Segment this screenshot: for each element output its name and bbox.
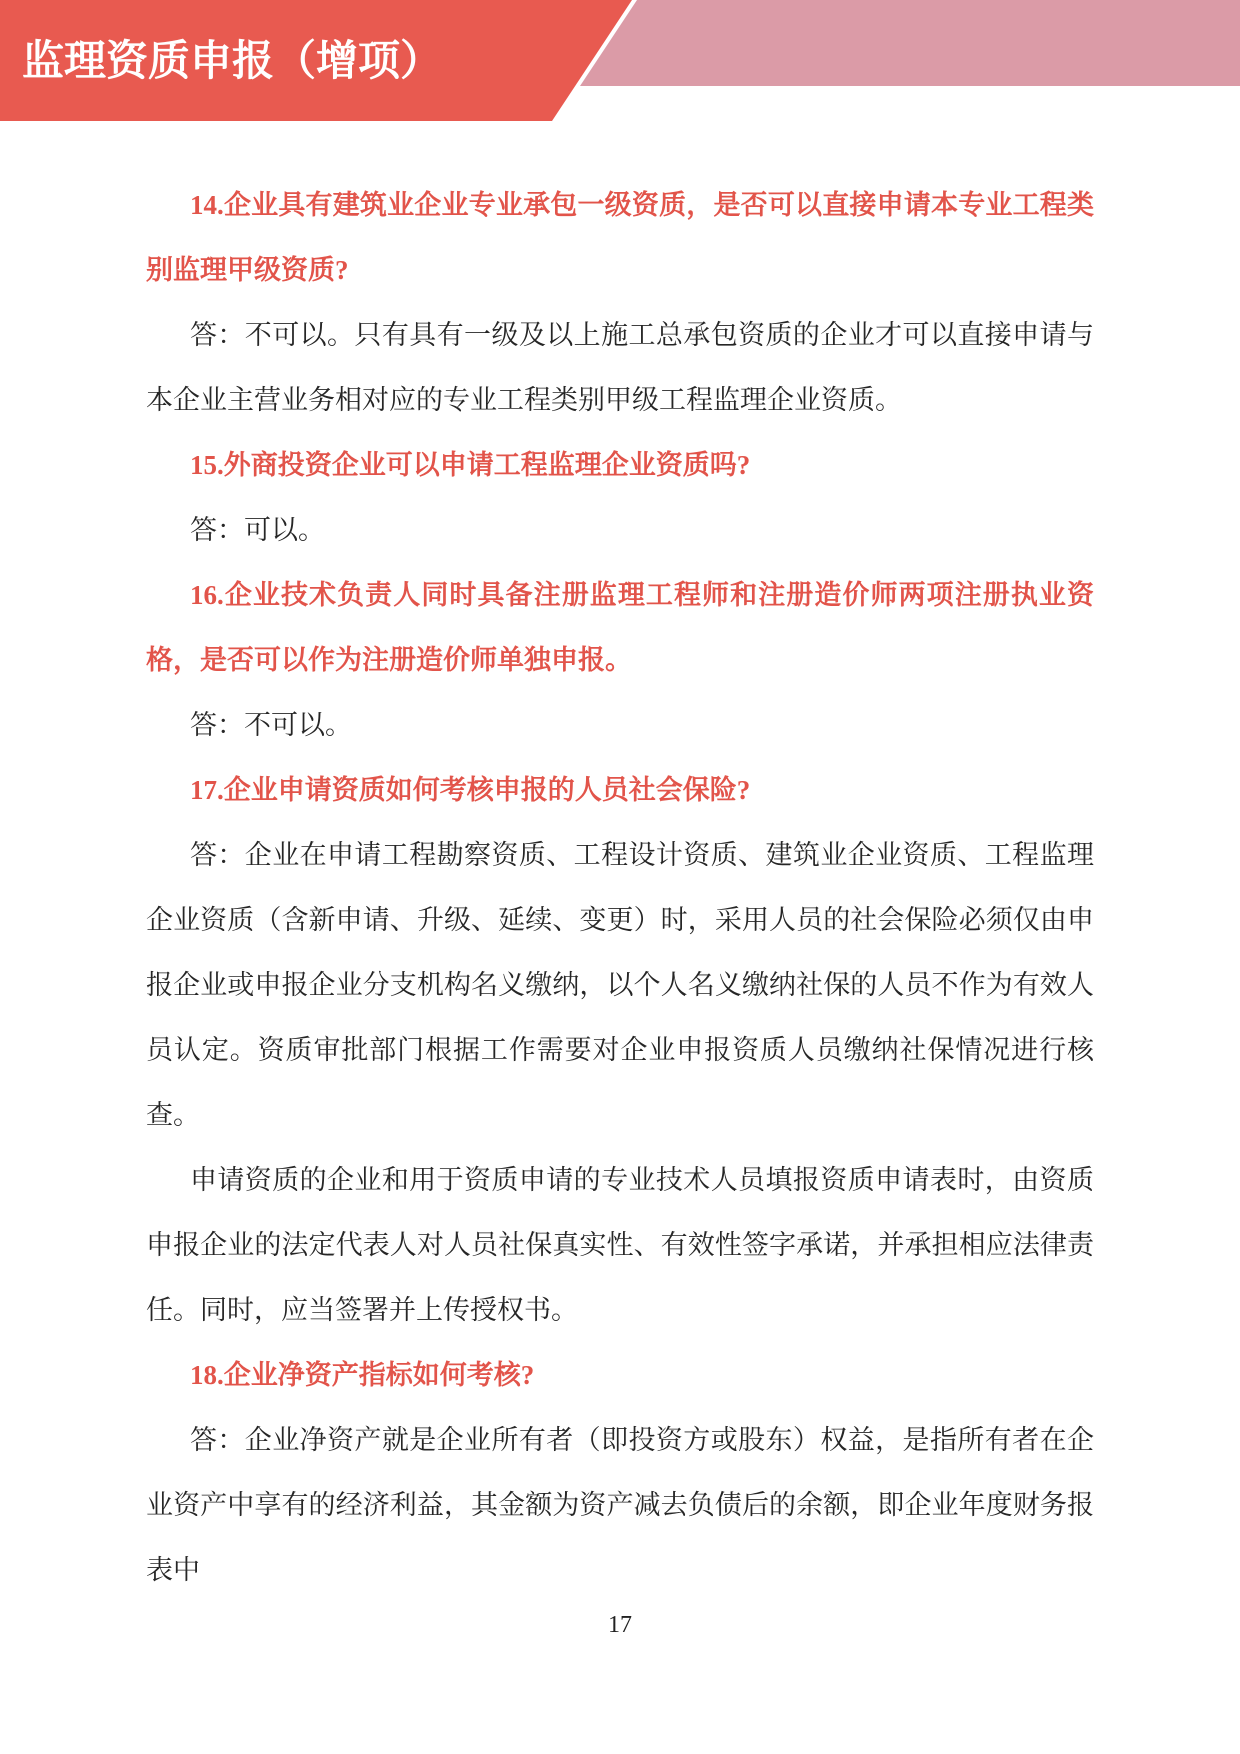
header-banner xyxy=(0,0,1240,125)
page-number: 17 xyxy=(608,1612,632,1638)
answer-paragraph: 答：企业在申请工程勘察资质、工程设计资质、建筑业企业资质、工程监理企业资质（含新申请、升级、延续、变更）时，采用人员的社会保险必须仅由申报企业或申报企业分支机构名义缴纳，以个人名义缴纳社保的人员不作为有效人员认定。资质审批部门根据工作需要对企业申报资质人员缴纳社保情况进行核查。 xyxy=(146,840,1094,1130)
question-paragraph: 14.企业具有建筑业企业专业承包一级资质，是否可以直接申请本专业工程类别监理甲级资质? xyxy=(146,190,1094,285)
answer-paragraph: 答：可以。 xyxy=(190,515,325,545)
answer-paragraph: 申请资质的企业和用于资质申请的专业技术人员填报资质申请表时，由资质申报企业的法定代表人对人员社保真实性、有效性签字承诺，并承担相应法律责任。同时，应当签署并上传授权书。 xyxy=(146,1165,1094,1325)
answer-paragraph: 答：不可以。只有具有一级及以上施工总承包资质的企业才可以直接申请与本企业主营业务相对应的专业工程类别甲级工程监理企业资质。 xyxy=(146,320,1094,415)
question-paragraph: 17.企业申请资质如何考核申报的人员社会保险? xyxy=(190,775,751,805)
question-paragraph: 15.外商投资企业可以申请工程监理企业资质吗? xyxy=(190,450,751,480)
document-body xyxy=(146,173,1094,1603)
question-paragraph: 18.企业净资产指标如何考核? xyxy=(190,1360,535,1390)
answer-paragraph: 答：不可以。 xyxy=(190,710,352,740)
answer-paragraph: 答：企业净资产就是企业所有者（即投资方或股东）权益，是指所有者在企业资产中享有的经济利益，其金额为资产减去负债后的余额，即企业年度财务报表中 xyxy=(146,1425,1094,1585)
question-paragraph: 16.企业技术负责人同时具备注册监理工程师和注册造价师两项注册执业资格，是否可以作为注册造价师单独申报。 xyxy=(146,580,1094,675)
page-title: 监理资质申报（增项） xyxy=(22,37,443,84)
banner-pink-shape xyxy=(575,0,1240,86)
